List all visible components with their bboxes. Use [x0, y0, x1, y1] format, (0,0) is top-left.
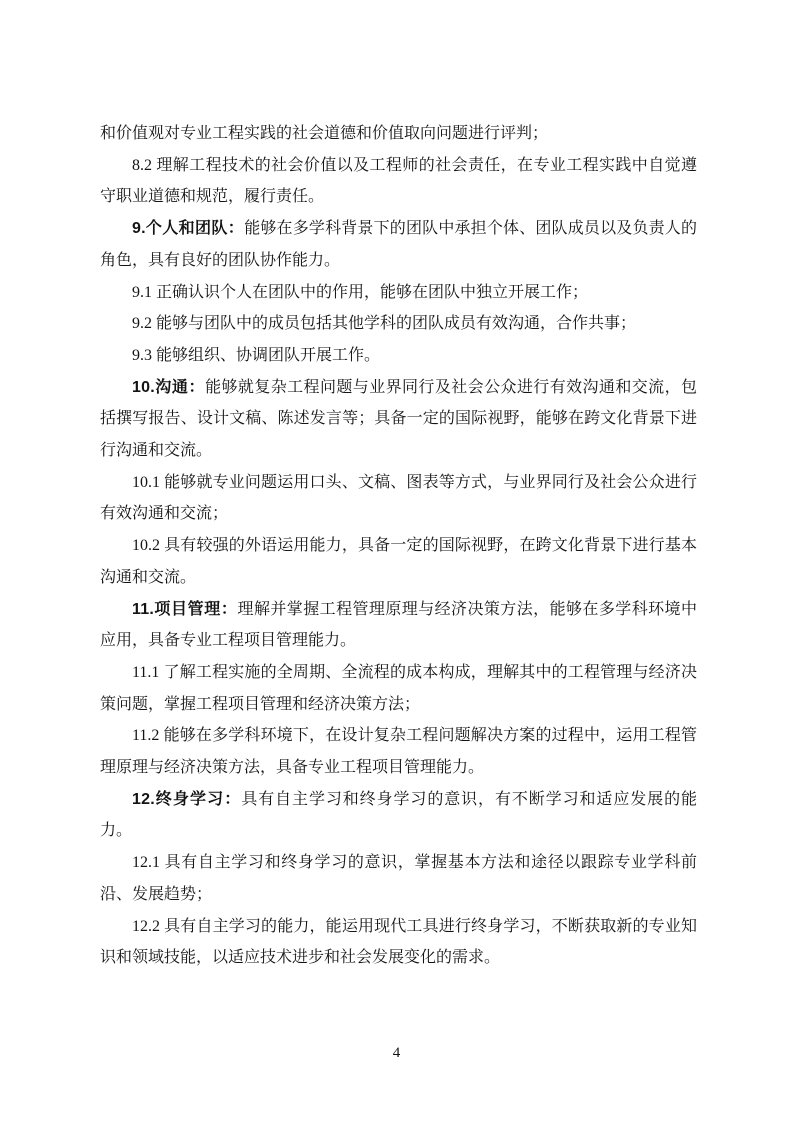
paragraph — [100, 720, 697, 783]
paragraph — [100, 657, 697, 720]
paragraph-text: 理解并掌握工程管理原理与经济决策方法，能够在多学科环境中应用，具备专业工程项目管理能力。 — [100, 600, 697, 650]
paragraph-lead: 12.终身学习： — [132, 790, 242, 808]
paragraph — [100, 911, 697, 974]
paragraph-lead: 10.沟通： — [132, 378, 206, 396]
paragraph-text: 11.2 能够在多学科环境下，在设计复杂工程问题解决方案的过程中，运用工程管理原理与经济决策方法，具备专业工程项目管理能力。 — [100, 727, 697, 777]
paragraph — [100, 784, 697, 847]
paragraph — [100, 308, 697, 340]
paragraph-text: 10.1 能够就专业问题运用口头、文稿、图表等方式，与业界同行及社会公众进行有效沟通和交流； — [100, 473, 697, 523]
paragraph-lead: 11.项目管理： — [132, 600, 238, 618]
paragraph-text: 10.2 具有较强的外语运用能力，具备一定的国际视野，在跨文化背景下进行基本沟通和交流。 — [100, 537, 697, 586]
paragraph — [100, 467, 697, 530]
paragraph-text: 12.2 具有自主学习的能力，能运用现代工具进行终身学习，不断获取新的专业知识和领域技能，以适应技术进步和社会发展变化的需求。 — [100, 917, 697, 967]
paragraph — [100, 847, 697, 910]
paragraph — [100, 340, 697, 372]
paragraph-text: 具有自主学习和终身学习的意识，有不断学习和适应发展的能力。 — [100, 790, 697, 840]
paragraph-lead: 9.个人和团队： — [132, 220, 245, 238]
page-number: 4 — [392, 1045, 401, 1061]
paragraph-text: 8.2 理解工程技术的社会价值以及工程师的社会责任，在专业工程实践中自觉遵守职业道德和规范，履行责任。 — [100, 156, 697, 206]
paragraph-text: 9.3 能够组织、协调团队开展工作。 — [132, 346, 381, 364]
paragraph-text: 能够就复杂工程问题与业界同行及社会公众进行有效沟通和交流，包括撰写报告、设计文稿、陈述发言等；具备一定的国际视野，能够在跨文化背景下进行沟通和交流。 — [100, 378, 697, 460]
paragraph-text: 12.1 具有自主学习和终身学习的意识，掌握基本方法和途径以跟踪专业学科前沿、发展趋势； — [100, 854, 697, 903]
paragraph-text: 9.2 能够与团队中的成员包括其他学科的团队成员有效沟通，合作共事； — [132, 315, 637, 333]
paragraph — [100, 594, 697, 657]
paragraph — [100, 150, 697, 213]
document-body — [100, 118, 697, 974]
paragraph-text: 能够在多学科背景下的团队中承担个体、团队成员以及负责人的角色，具有良好的团队协作能力。 — [100, 220, 697, 269]
paragraph-text: 9.1 正确认识个人在团队中的作用，能够在团队中独立开展工作； — [132, 283, 589, 301]
paragraph — [100, 372, 697, 467]
paragraph-text: 和价值观对专业工程实践的社会道德和价值取向问题进行评判； — [100, 125, 549, 142]
paragraph — [100, 118, 697, 150]
paragraph — [100, 277, 697, 309]
paragraph — [100, 530, 697, 593]
paragraph-text: 11.1 了解工程实施的全周期、全流程的成本构成，理解其中的工程管理与经济决策问题，掌握工程项目管理和经济决策方法； — [100, 663, 697, 713]
paragraph — [100, 213, 697, 276]
